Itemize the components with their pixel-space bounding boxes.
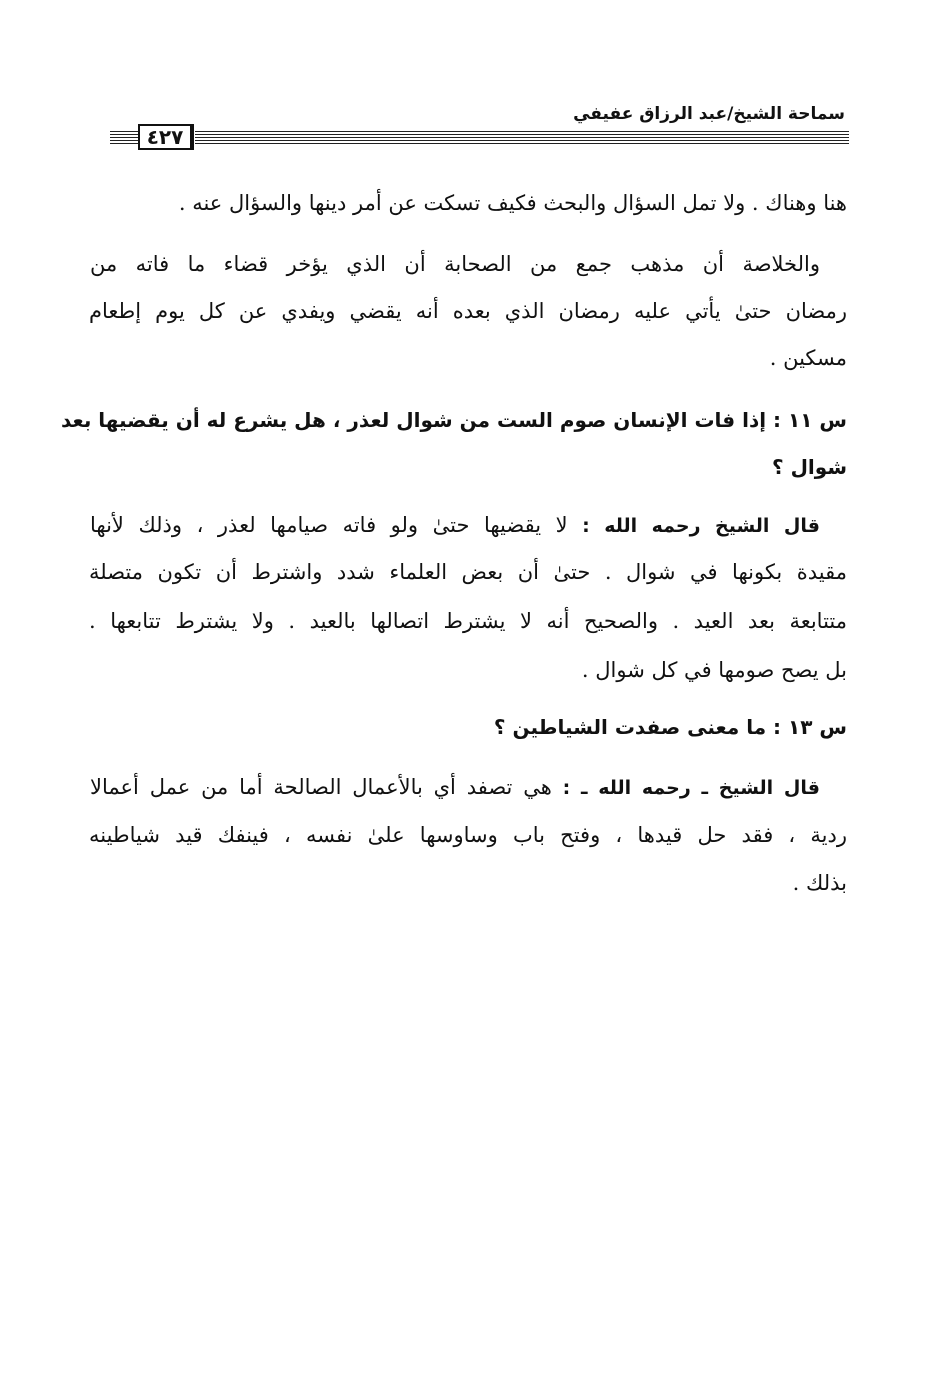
header-rule — [195, 131, 849, 145]
answer-11-line-2: مقيدة بكونها في شوال . حتىٰ أن بعض العلماء شدد واشترط أن تكون متصلة — [89, 560, 847, 584]
running-header-title: سماحة الشيخ/عبد الرزاق عفيفي — [573, 104, 845, 124]
answer-11-line-1-text: لا يقضيها حتىٰ ولو فاته صيامها لعذر ، وذلك لأنها — [90, 513, 583, 537]
answer-11-line-4: بل يصح صومها في كل شوال . — [581, 658, 847, 682]
answer-13-lead: قال الشيخ ـ رحمه الله ـ : — [562, 777, 820, 799]
paragraph-2-line-1: والخلاصة أن مذهب جمع من الصحابة أن الذي يؤخر قضاء ما فاته من — [90, 252, 820, 276]
answer-11-line-3: متتابعة بعد العيد . والصحيح أنه لا يشترط اتصالها بالعيد . ولا يشترط تتابعها . — [89, 609, 847, 633]
paragraph-2-line-2: رمضان حتىٰ يأتي عليه رمضان الذي بعده أنه يقضي ويفدي عن كل يوم إطعام — [89, 299, 847, 323]
answer-13-line-1 — [90, 772, 820, 803]
answer-11-line-1 — [90, 510, 820, 541]
answer-11-lead: قال الشيخ رحمه الله : — [582, 515, 820, 537]
question-13: س ١٣ : ما معنى صفدت الشياطين ؟ — [493, 715, 847, 739]
answer-13-line-2: ردية ، فقد حل قيدها ، وفتح باب وساوسها علىٰ نفسه ، فينفك قيد شياطينه — [89, 823, 847, 847]
paragraph-2-line-3: مسكين . — [769, 346, 847, 370]
paragraph-1-line-1: هنا وهناك . ولا تمل السؤال والبحث فكيف تسكت عن أمر دينها والسؤال عنه . — [178, 191, 847, 215]
answer-13-line-3: بذلك . — [792, 871, 847, 895]
question-11-line-1: س ١١ : إذا فات الإنسان صوم الست من شوال لعذر ، هل يشرع له أن يقضيها بعد — [60, 408, 847, 432]
page-number: ٤٢٧ — [138, 124, 194, 150]
answer-13-line-1-text: هي تصفد أي بالأعمال الصالحة أما من عمل أعمالا — [90, 775, 563, 799]
question-11-line-2: شوال ؟ — [772, 455, 847, 479]
header-rule-left — [110, 131, 138, 145]
